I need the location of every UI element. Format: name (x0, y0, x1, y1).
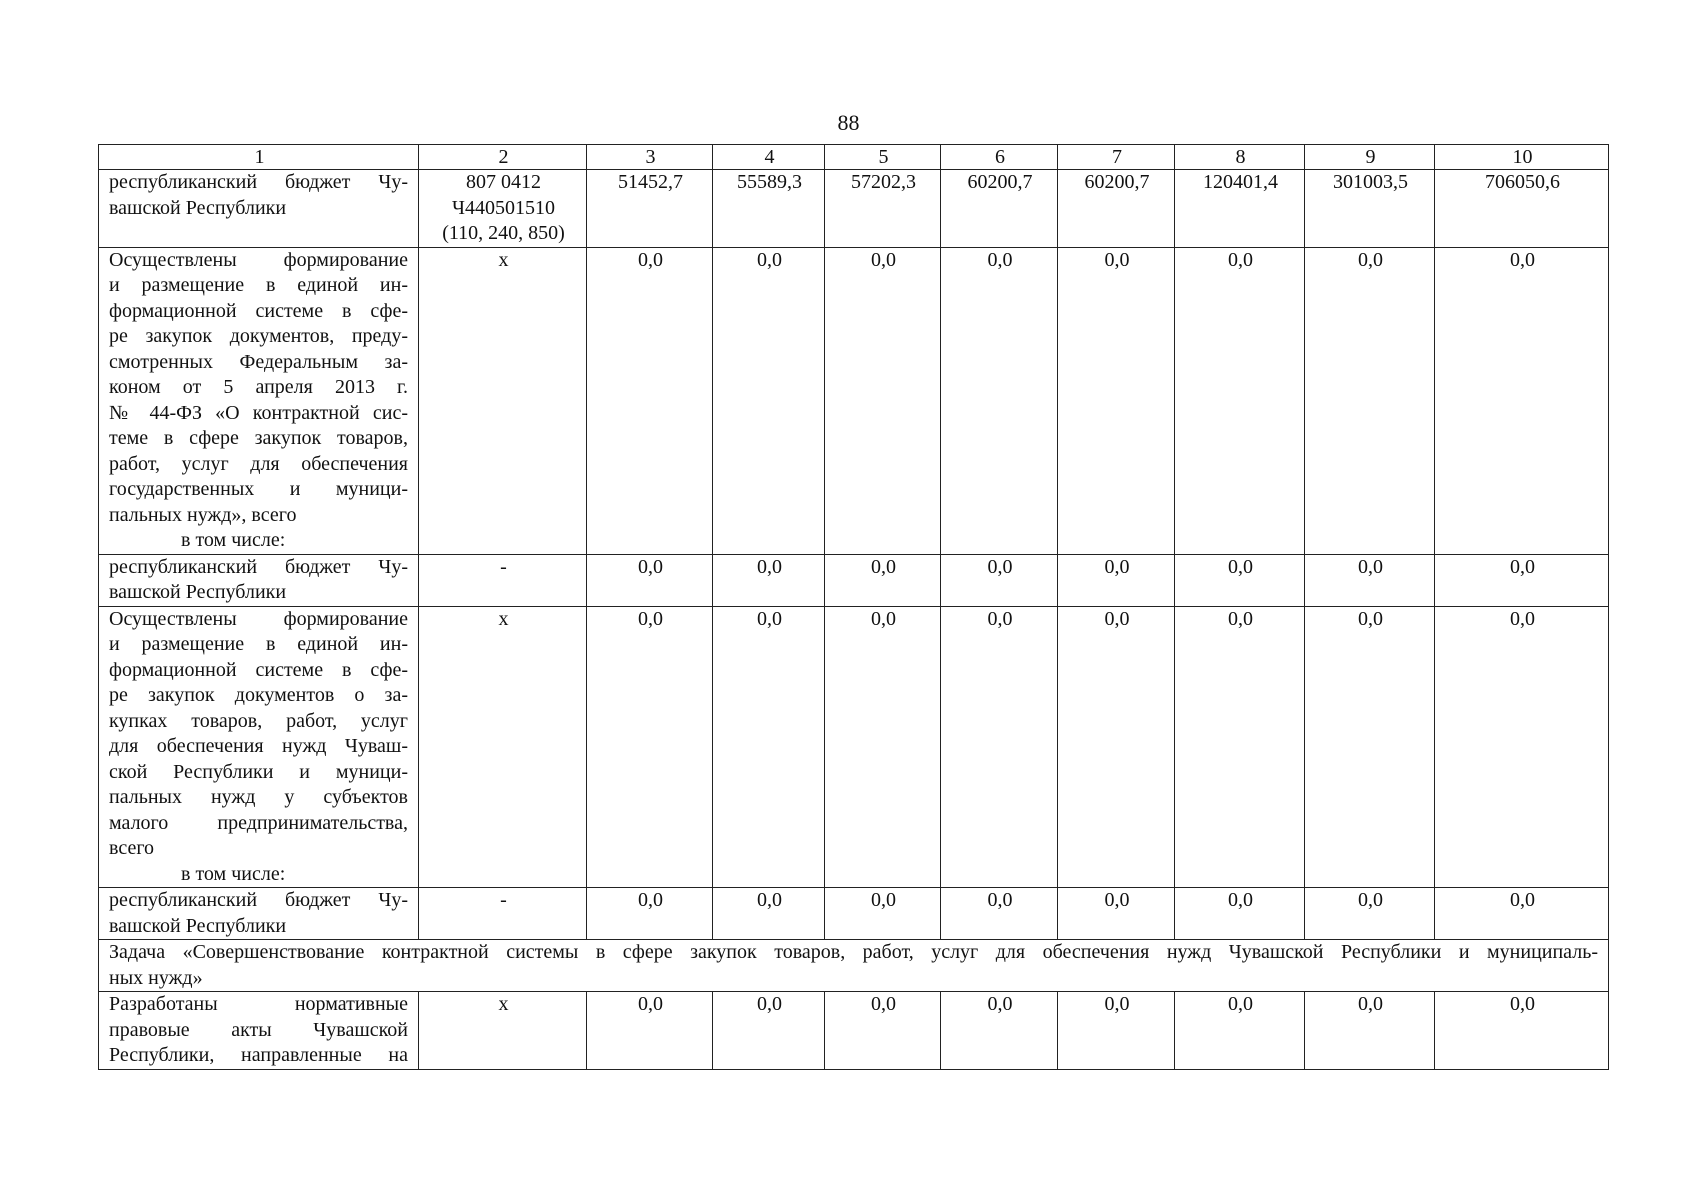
code-line: х (498, 993, 509, 1015)
task-line: ных нужд» (109, 966, 203, 989)
budget-code (419, 554, 587, 606)
value-cell: 0,0 (1305, 992, 1435, 1070)
description-line: малого предпринимательства, (109, 811, 408, 834)
table-row (99, 606, 1609, 888)
code-line: - (500, 555, 507, 578)
value-cell: 0,0 (1305, 606, 1435, 888)
row-description (99, 888, 419, 940)
value-cell: 0,0 (713, 606, 825, 888)
description-line: смотренных Федеральным за- (109, 350, 408, 373)
value-cell: 301003,5 (1305, 170, 1435, 248)
description-line: ре закупок документов о за- (109, 684, 408, 706)
column-number: 10 (1435, 145, 1609, 170)
value-cell: 0,0 (1175, 247, 1305, 554)
task-heading (99, 940, 1609, 992)
column-number: 1 (99, 145, 419, 170)
value-cell: 0,0 (1435, 247, 1609, 554)
description-line: пальных нужд у субъектов (109, 786, 408, 808)
column-number: 4 (713, 145, 825, 170)
table-row (99, 247, 1609, 554)
description-line: и размещение в единой ин- (109, 274, 408, 296)
description-line: правовые акты Чувашской (109, 1018, 408, 1041)
value-cell: 0,0 (1175, 606, 1305, 888)
value-cell: 0,0 (1435, 992, 1609, 1070)
table-row (99, 992, 1609, 1070)
description-line: ре закупок документов, преду- (109, 325, 408, 347)
description-line: республиканский бюджет Чу- (109, 889, 408, 911)
description-line: коном от 5 апреля 2013 г. (109, 376, 408, 398)
task-row (99, 940, 1609, 992)
value-cell: 0,0 (1435, 606, 1609, 888)
value-cell: 0,0 (941, 554, 1058, 606)
value-cell: 0,0 (825, 554, 941, 606)
value-cell: 0,0 (587, 554, 713, 606)
description-line: и размещение в единой ин- (109, 633, 408, 655)
budget-table (98, 144, 1609, 1070)
description-line: в том числе: (181, 529, 286, 551)
table-row (99, 554, 1609, 606)
value-cell: 0,0 (941, 992, 1058, 1070)
value-cell: 0,0 (825, 247, 941, 554)
value-cell: 51452,7 (587, 170, 713, 248)
description-line: Разработаны нормативные (109, 993, 408, 1015)
column-number: 2 (419, 145, 587, 170)
description-line: формационной системе в сфе- (109, 658, 408, 681)
description-line: работ, услуг для обеспечения (109, 452, 408, 475)
row-description (99, 170, 419, 248)
value-cell: 0,0 (713, 554, 825, 606)
column-number: 3 (587, 145, 713, 170)
value-cell: 0,0 (1435, 888, 1609, 940)
description-line: республиканский бюджет Чу- (109, 171, 408, 193)
description-line: Республики, направленные на (109, 1044, 408, 1066)
description-line: всего (109, 837, 155, 859)
value-cell: 0,0 (587, 992, 713, 1070)
value-cell: 0,0 (587, 888, 713, 940)
budget-code (419, 606, 587, 888)
value-cell: 0,0 (825, 992, 941, 1070)
code-line: х (498, 248, 509, 271)
value-cell: 0,0 (941, 247, 1058, 554)
description-line: республиканский бюджет Чу- (109, 555, 408, 578)
value-cell: 0,0 (1058, 554, 1175, 606)
value-cell: 0,0 (713, 247, 825, 554)
description-line: пальных нужд», всего (109, 503, 297, 526)
description-line: купках товаров, работ, услуг (109, 709, 408, 732)
description-line: Осуществлены формирование (109, 248, 408, 271)
description-line: государственных и муници- (109, 478, 408, 500)
value-cell: 120401,4 (1175, 170, 1305, 248)
budget-code (419, 247, 587, 554)
value-cell: 55589,3 (713, 170, 825, 248)
budget-code (419, 992, 587, 1070)
value-cell: 0,0 (1305, 888, 1435, 940)
value-cell: 57202,3 (825, 170, 941, 248)
description-line: ской Республики и муници- (109, 760, 408, 783)
row-description (99, 247, 419, 554)
value-cell: 0,0 (1058, 888, 1175, 940)
value-cell: 0,0 (1305, 554, 1435, 606)
budget-code (419, 888, 587, 940)
value-cell: 0,0 (1305, 247, 1435, 554)
code-line: Ч440501510 (452, 196, 555, 219)
description-line: теме в сфере закупок товаров, (109, 427, 408, 449)
page-number: 88 (837, 110, 860, 135)
description-line: формационной системе в сфе- (109, 299, 408, 322)
value-cell: 0,0 (825, 888, 941, 940)
value-cell: 0,0 (1058, 606, 1175, 888)
value-cell: 0,0 (587, 606, 713, 888)
description-line: для обеспечения нужд Чуваш- (109, 735, 408, 757)
column-number: 9 (1305, 145, 1435, 170)
value-cell: 0,0 (941, 888, 1058, 940)
column-number: 7 (1058, 145, 1175, 170)
table-row (99, 170, 1609, 248)
value-cell: 706050,6 (1435, 170, 1609, 248)
value-cell: 0,0 (1175, 888, 1305, 940)
description-line: вашской Республики (109, 581, 287, 603)
value-cell: 0,0 (1058, 992, 1175, 1070)
description-line: в том числе: (181, 862, 286, 885)
column-number: 6 (941, 145, 1058, 170)
value-cell: 0,0 (1435, 554, 1609, 606)
column-number: 8 (1175, 145, 1305, 170)
value-cell: 0,0 (713, 888, 825, 940)
value-cell: 0,0 (825, 606, 941, 888)
value-cell: 0,0 (1058, 247, 1175, 554)
description-line: вашской Республики (109, 196, 287, 219)
table-row (99, 888, 1609, 940)
column-number: 5 (825, 145, 941, 170)
value-cell: 0,0 (713, 992, 825, 1070)
row-description (99, 554, 419, 606)
value-cell: 0,0 (941, 606, 1058, 888)
value-cell: 60200,7 (1058, 170, 1175, 248)
column-number-row (99, 145, 1609, 170)
description-line: Осуществлены формирование (109, 607, 408, 630)
code-line: - (500, 889, 507, 911)
value-cell: 0,0 (1175, 992, 1305, 1070)
description-line: вашской Республики (109, 914, 287, 937)
row-description (99, 606, 419, 888)
description-line: № 44-ФЗ «О контрактной сис- (109, 401, 408, 424)
code-line: (110, 240, 850) (442, 222, 565, 244)
value-cell: 60200,7 (941, 170, 1058, 248)
code-line: 807 0412 (466, 171, 541, 193)
task-line: Задача «Совершенствование контрактной системы в сфере закупок товаров, работ, услуг для обеспечения нужд Чувашской Республики и муниципаль- (109, 941, 1598, 963)
value-cell: 0,0 (1175, 554, 1305, 606)
row-description (99, 992, 419, 1070)
value-cell: 0,0 (587, 247, 713, 554)
code-line: х (498, 607, 509, 630)
budget-code (419, 170, 587, 248)
